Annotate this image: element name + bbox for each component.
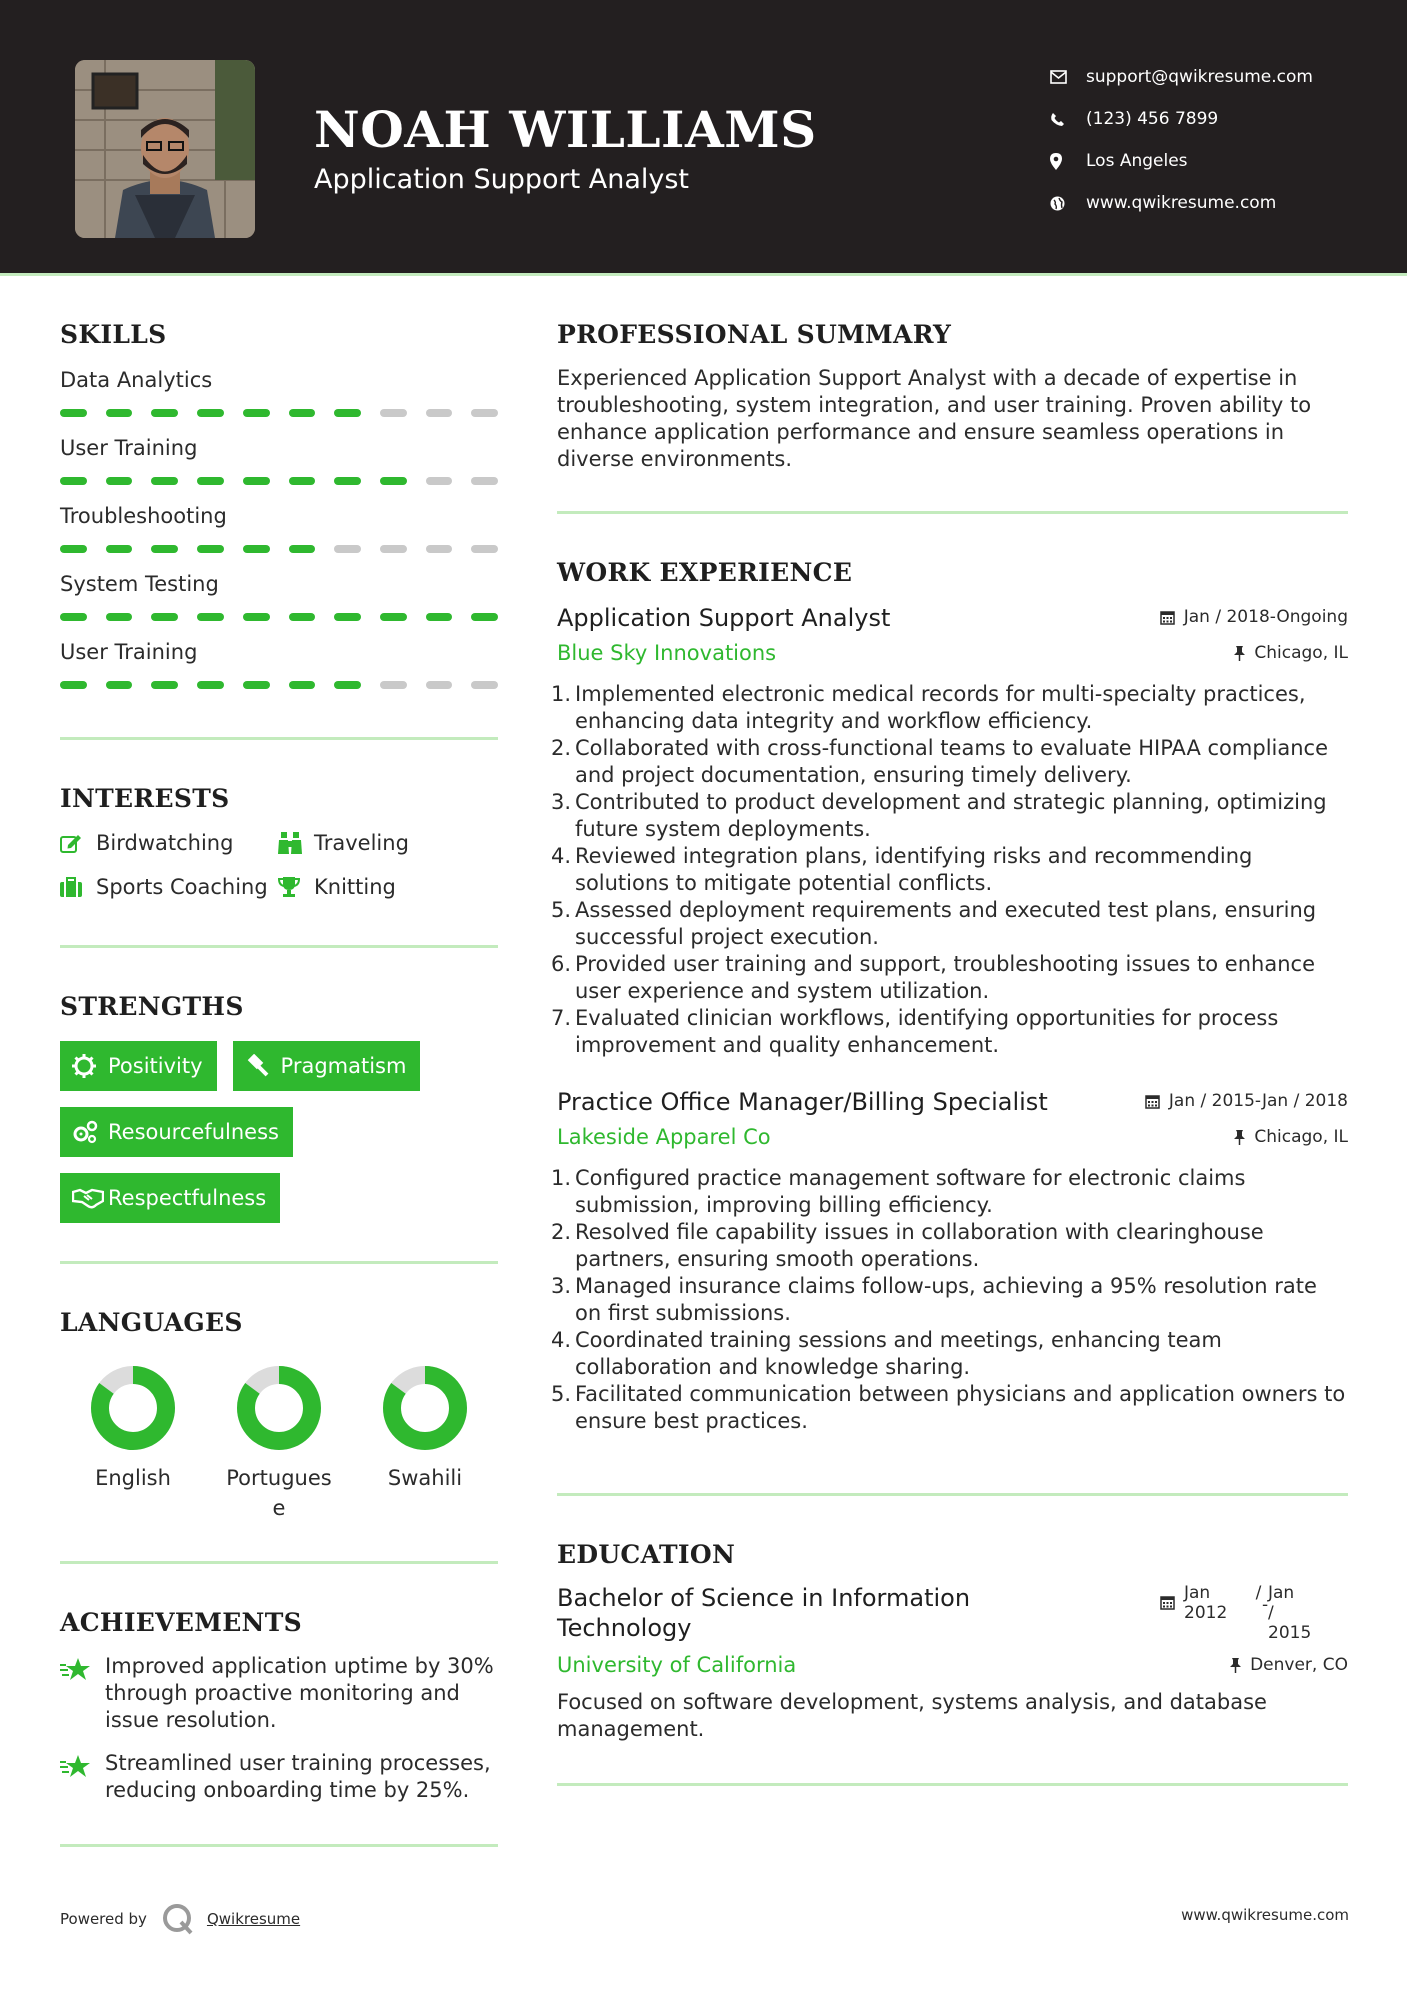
duty-item: Resolved file capability issues in collaboration with clearinghouse partners, ensuring smooth operations. [575,1220,1264,1271]
skill-item [60,435,498,485]
rating-dot-filled [60,613,87,621]
gears-icon [72,1120,108,1144]
skill-rating [60,681,498,689]
footer-url[interactable]: www.qwikresume.com [1181,1906,1349,1924]
interest-item [278,875,498,899]
language-label: English [95,1466,171,1490]
skill-label: System Testing [60,572,219,596]
skill-item [60,503,498,553]
rating-dot-filled [197,409,224,417]
rating-dot-filled [60,409,87,417]
company-name: Lakeside Apparel Co [557,1125,771,1149]
interests-heading: INTERESTS [60,784,230,813]
language-item [206,1365,352,1523]
interests-grid [60,831,498,899]
contact-location-text: Los Angeles [1086,151,1188,171]
rating-dot-filled [151,409,178,417]
duty-list [557,1165,1348,1435]
rating-dot-filled [426,613,453,621]
language-label: Swahili [387,1466,463,1490]
rating-dot-filled [106,409,133,417]
summary-section [557,320,1348,473]
duty-item: Collaborated with cross-functional teams to evaluate HIPAA compliance and project documentation, ensuring timely delivery. [575,736,1329,787]
rating-dot-filled [289,681,316,689]
pushpin-icon [1234,646,1254,661]
achievements-section [60,1608,498,1804]
rating-dot-filled [334,681,361,689]
contact-phone[interactable] [1050,98,1313,140]
rating-dot-empty [380,681,407,689]
skill-label: User Training [60,436,198,460]
star-icon [60,1653,105,1734]
achievements-heading: ACHIEVEMENTS [60,1608,302,1637]
section-divider [60,737,498,740]
summary-heading: PROFESSIONAL SUMMARY [557,320,952,349]
rating-dot-filled [197,681,224,689]
duty-item: Contributed to product development and strategic planning, optimizing future system deployments. [575,790,1327,841]
rating-dot-filled [151,477,178,485]
duty-item: Assessed deployment requirements and executed test plans, ensuring successful project execution. [575,898,1317,949]
languages-section [60,1308,498,1523]
job-location-text: Chicago, IL [1254,643,1348,663]
footer-branding [60,1902,300,1936]
gavel-icon [245,1054,281,1078]
job-entry [557,1087,1348,1435]
summary-text: Experienced Application Support Analyst with a decade of expertise in troubleshooting, system integration, and user training. Proven ability to enhance application performance and ensure seamless operations in diverse environments. [557,366,1312,471]
rating-dot-empty [426,409,453,417]
rating-dot-empty [471,545,498,553]
job-date [1145,1087,1348,1111]
qwikresume-link[interactable]: Qwikresume [206,1910,301,1928]
interest-label: Sports Coaching [96,875,268,899]
rating-dot-filled [334,409,361,417]
section-divider [557,1783,1348,1786]
education-heading: EDUCATION [557,1540,736,1569]
interest-label: Knitting [314,875,396,899]
strength-label: Positivity [108,1054,203,1078]
globe-icon [1050,196,1086,211]
star-icon [60,1750,105,1804]
interest-item [60,875,278,899]
job-date-text: Jan / 2018-Ongoing [1183,607,1348,627]
phone-icon [1050,112,1086,127]
strengths-heading: STRENGTHS [60,992,244,1021]
rating-dot-filled [106,613,133,621]
handshake-icon [72,1187,108,1209]
strength-badge [60,1173,280,1223]
rating-dot-empty [471,409,498,417]
skill-item [60,367,498,417]
rating-dot-empty [426,681,453,689]
education-location [1230,1655,1348,1675]
achievement-text: Improved application uptime by 30% through proactive monitoring and issue resolution. [105,1654,494,1732]
skill-rating [60,613,498,621]
rating-dot-filled [60,681,87,689]
strength-badge [60,1041,217,1091]
section-divider [60,1261,498,1264]
contact-email-text: support@qwikresume.com [1086,67,1313,87]
education-date-start: Jan / 2012 [1184,1583,1262,1623]
experience-heading: WORK EXPERIENCE [557,558,853,587]
profile-photo [75,60,255,238]
rating-dot-empty [426,545,453,553]
rating-dot-empty [471,477,498,485]
rating-dot-filled [106,681,133,689]
rating-dot-filled [289,545,316,553]
education-date-separator: - [1262,1595,1269,1615]
language-item [352,1365,498,1523]
duty-item: Configured practice management software for electronic claims submission, improving billing efficiency. [575,1166,1246,1217]
calendar-icon [1145,1094,1169,1109]
rating-dot-empty [334,545,361,553]
powered-by-label: Powered by [60,1910,147,1928]
left-column [60,320,498,1847]
rating-dot-filled [106,545,133,553]
contact-location [1050,140,1313,182]
language-item [60,1365,206,1523]
rating-dot-filled [289,409,316,417]
briefcase-icon [60,877,96,897]
section-divider [557,1493,1348,1496]
pencil-square-icon [60,833,96,853]
education-description: Focused on software development, systems analysis, and database management. [557,1690,1267,1741]
candidate-name: NOAH WILLIAMS [314,100,817,159]
rating-dot-filled [243,477,270,485]
duty-item: Reviewed integration plans, identifying risks and recommending solutions to mitigate potential conflicts. [575,844,1253,895]
rating-dot-filled [151,681,178,689]
interest-label: Traveling [314,831,409,855]
languages-heading: LANGUAGES [60,1308,243,1337]
section-divider [60,1844,498,1847]
education-section [557,1540,1348,1743]
rating-dot-filled [243,681,270,689]
achievement-text: Streamlined user training processes, reducing onboarding time by 25%. [105,1751,491,1802]
rating-dot-empty [380,409,407,417]
strength-label: Respectfulness [108,1186,267,1210]
rating-dot-filled [151,613,178,621]
section-divider [60,945,498,948]
job-location [1234,1127,1348,1147]
envelope-icon [1050,70,1086,84]
skill-item [60,639,498,689]
strength-badge [60,1107,293,1157]
duty-item: Provided user training and support, troubleshooting issues to enhance user experience and system utilization. [575,952,1315,1003]
skill-rating [60,545,498,553]
job-title: Practice Office Manager/Billing Specialist [557,1088,1048,1116]
education-location-text: Denver, CO [1250,1655,1348,1675]
rating-dot-filled [243,409,270,417]
rating-dot-filled [289,613,316,621]
duty-item: Coordinated training sessions and meetings, enhancing team collaboration and knowledge sharing. [575,1328,1222,1379]
gear-icon [72,1054,108,1078]
rating-dot-empty [426,477,453,485]
interest-item [60,831,278,855]
rating-dot-empty [471,681,498,689]
job-date [1160,603,1348,627]
strength-badge [233,1041,421,1091]
degree-title: Bachelor of Science in Information Technology [557,1584,971,1642]
rating-dot-filled [289,477,316,485]
rating-dot-filled [334,477,361,485]
skills-heading: SKILLS [60,320,167,349]
rating-dot-filled [60,477,87,485]
achievement-item [60,1750,498,1804]
rating-dot-filled [197,613,224,621]
candidate-title: Application Support Analyst [314,164,690,195]
achievement-item [60,1653,498,1734]
section-divider [557,511,1348,514]
skill-rating [60,477,498,485]
strengths-list [60,1041,498,1223]
binoculars-icon [278,832,314,854]
rating-dot-filled [60,545,87,553]
job-date-text: Jan / 2015-Jan / 2018 [1168,1091,1348,1111]
duty-item: Evaluated clinician workflows, identifying opportunities for process improvement and quality enhancement. [575,1006,1279,1057]
languages-list [60,1365,498,1523]
section-divider [60,1561,498,1564]
contact-phone-text: (123) 456 7899 [1086,109,1219,129]
duty-item: Facilitated communication between physicians and application owners to ensure best practices. [575,1382,1346,1433]
calendar-icon [1160,1583,1184,1615]
rating-dot-filled [471,613,498,621]
rating-dot-filled [380,613,407,621]
experience-section [557,558,1348,1435]
education-date [1160,1583,1316,1643]
rating-dot-filled [334,613,361,621]
rating-dot-filled [243,545,270,553]
job-location-text: Chicago, IL [1254,1127,1348,1147]
language-donut [236,1365,322,1451]
job-location [1234,643,1348,663]
interest-item [278,831,498,855]
contact-website-text: www.qwikresume.com [1086,193,1277,213]
contact-email[interactable] [1050,56,1313,98]
interests-section [60,784,498,899]
language-label: Portuguese [226,1466,332,1520]
rating-dot-filled [151,545,178,553]
contact-list [1050,56,1313,224]
language-donut [382,1365,468,1451]
map-pin-icon [1050,153,1086,170]
pushpin-icon [1230,1658,1250,1673]
strengths-section [60,992,498,1223]
duty-item: Managed insurance claims follow-ups, achieving a 95% resolution rate on first submissions. [575,1274,1317,1325]
rating-dot-filled [197,477,224,485]
rating-dot-filled [106,477,133,485]
qwikresume-logo-icon [161,1902,195,1936]
job-entry [557,603,1348,1059]
skill-rating [60,409,498,417]
strength-label: Pragmatism [280,1054,407,1078]
skill-label: Data Analytics [60,368,213,392]
company-name: Blue Sky Innovations [557,641,777,665]
rating-dot-filled [197,545,224,553]
duty-item: Implemented electronic medical records for multi-specialty practices, enhancing data integrity and workflow efficiency. [575,682,1306,733]
rating-dot-empty [380,545,407,553]
skills-section [60,320,498,689]
duty-list [557,681,1348,1059]
calendar-icon [1160,610,1184,625]
job-title: Application Support Analyst [557,604,891,632]
profile-photo-image [75,60,255,238]
skill-label: User Training [60,640,198,664]
strength-label: Resourcefulness [108,1120,279,1144]
interest-label: Birdwatching [96,831,234,855]
right-column [557,320,1348,1786]
resume-header [0,0,1407,276]
contact-website[interactable] [1050,182,1313,224]
trophy-icon [278,876,314,898]
school-name: University of California [557,1653,797,1677]
education-date-end: Jan / 2015 [1268,1583,1312,1643]
skill-label: Troubleshooting [60,504,227,528]
pushpin-icon [1234,1130,1254,1145]
language-donut [90,1365,176,1451]
rating-dot-filled [243,613,270,621]
rating-dot-filled [380,477,407,485]
skill-item [60,571,498,621]
